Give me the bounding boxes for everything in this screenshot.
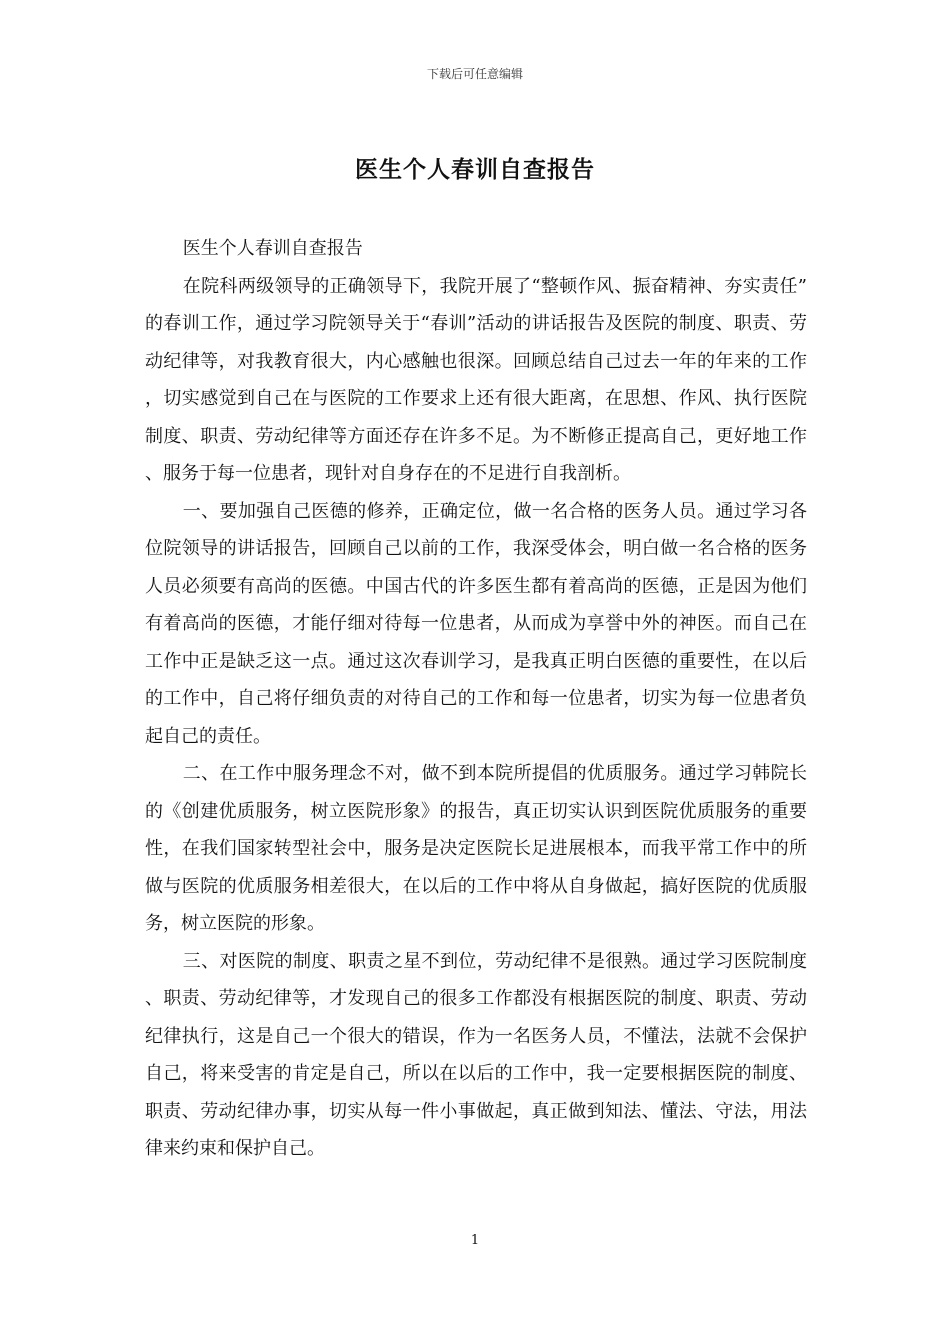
- document-body: [145, 230, 807, 1168]
- paragraph-section-1: 一、要加强自己医德的修养，正确定位，做一名合格的医务人员。通过学习各位院领导的讲话报告，回顾自己以前的工作，我深受体会，明白做一名合格的医务人员必须要有高尚的医德。中国古代的许多医生都有着高尚的医德，正是因为他们有着高尚的医德，才能仔细对待每一位患者，从而成为享誉中外的神医。而自己在工作中正是缺乏这一点。通过这次春训学习，是我真正明白医德的重要性，在以后的工作中，自己将仔细负责的对待自己的工作和每一位患者，切实为每一位患者负起自己的责任。: [145, 500, 807, 747]
- document-title: 医生个人春训自查报告: [355, 156, 595, 183]
- paragraph-subtitle: 医生个人春训自查报告: [182, 238, 363, 259]
- paragraph-section-3: 三、对医院的制度、职责之星不到位，劳动纪律不是很熟。通过学习医院制度、职责、劳动纪律等，才发现自己的很多工作都没有根据医院的制度、职责、劳动纪律执行，这是自己一个很大的错误，作为一名医务人员，不懂法，法就不会保护自己，将来受害的肯定是自己，所以在以后的工作中，我一定要根据医院的制度、职责、劳动纪律办事，切实从每一件小事做起，真正做到知法、懂法、守法，用法律来约束和保护自己。: [145, 950, 807, 1159]
- page-header-note: 下载后可任意编辑: [426, 67, 523, 81]
- paragraph-intro: 在院科两级领导的正确领导下，我院开展了“整顿作风、振奋精神、夯实责任”的春训工作，通过学习院领导关于“春训”活动的讲话报告及医院的制度、职责、劳动纪律等，对我教育很大，内心感触也很深。回顾总结自己过去一年的年来的工作，切实感觉到自己在与医院的工作要求上还有很大距离，在思想、作风、执行医院制度、职责、劳动纪律等方面还存在许多不足。为不断修正提高自己，更好地工作、服务于每一位患者，现针对自身存在的不足进行自我剖析。: [145, 275, 807, 484]
- paragraph-section-2: 二、在工作中服务理念不对，做不到本院所提倡的优质服务。通过学习韩院长的《创建优质服务，树立医院形象》的报告，真正切实认识到医院优质服务的重要性，在我们国家转型社会中，服务是决定医院长足进展根本，而我平常工作中的所做与医院的优质服务相差很大，在以后的工作中将从自身做起，搞好医院的优质服务，树立医院的形象。: [145, 763, 807, 934]
- page-number: 1: [470, 1233, 480, 1248]
